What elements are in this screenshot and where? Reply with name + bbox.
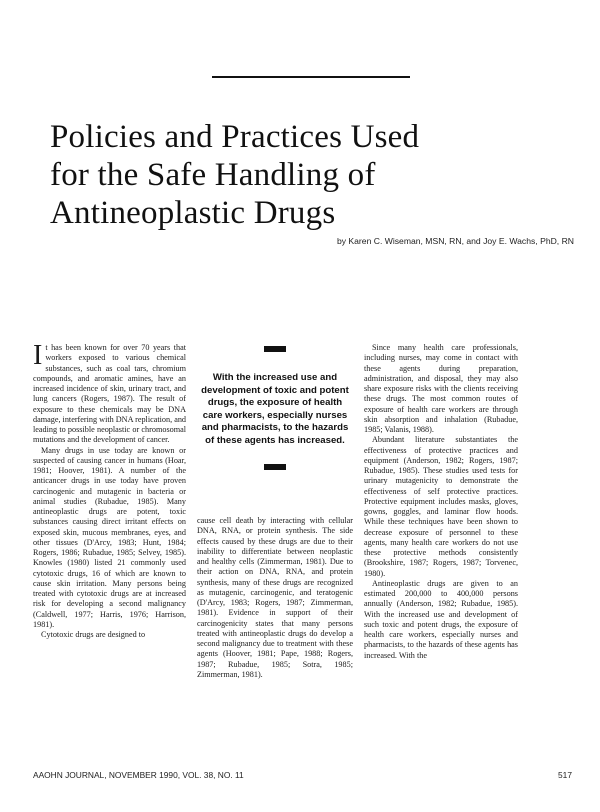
top-rule xyxy=(212,76,410,78)
drop-cap: I xyxy=(33,340,43,371)
column-2 xyxy=(197,516,353,680)
paragraph-text: t has been known for over 70 years that workers exposed to various chemical substances, such as coal tars, chromium compounds, and aromatic amines, have an increased incidence of skin, urinary tract, and lung cancers (Rogers, 1987). The result of exposure to these chemicals may be DNA damage, interfering with DNA replication, and leading to possible neoplastic or chromosomal mutations and the development of cancer. xyxy=(33,343,187,445)
paragraph: cause cell death by interacting with cellular DNA, RNA, or protein synthesis. The side effects caused by these drugs are due to their inability to differentiate between neoplastic and healthy cells (Zimmerman, 1981). Due to their action on DNA, RNA, and protein synthesis, many of these drugs are recognized as mutagenic, carcinogenic, and teratogenic (D'Arcy, 1983; Rogers, 1987; Zimmerman, 1981). Evidence in support of their carcinogenicity states that many persons treated with antineoplastic drugs do develop a second malignancy due to treatment with these agents (Hoover, 1981; Pape, 1988; Rogers, 1987; Rubadue, 1985; Sotra, 1985; Zimmerman, 1981). xyxy=(197,516,353,679)
pull-quote-top-bar xyxy=(264,346,286,352)
title-line-2: for the Safe Handling of xyxy=(50,157,376,193)
paragraph: Many drugs in use today are known or suspected of causing cancer in humans (Hoar, 1981; Hoover, 1981). A number of the anticancer drugs in use today have proven carcinogenic and mutagenic in bacteria or animal studies (Rubadue, 1985). Many antineoplastic drugs are potent, toxic substances causing direct irritant effects on exposed skin, mucous membranes, eyes, and other tissues (D'Arcy, 1983; Hunt, 1984; Rogers, 1986; Rubadue, 1985; Selvey, 1985). Knowles (1980) listed 21 commonly used cytotoxic drugs, 16 of which are known to cause skin irritation. Many persons being treated with cytotoxic drugs are at increased risk for developing a second malignancy (Caldwell, 1977; Harris, 1976; Harrison, 1981). xyxy=(33,445,186,629)
paragraph xyxy=(33,340,187,446)
column-3 xyxy=(364,343,518,661)
pull-quote-bottom-bar xyxy=(264,464,286,470)
paragraph: Cytotoxic drugs are designed to xyxy=(41,630,146,639)
article-title xyxy=(50,118,570,232)
paragraph: Antineoplastic drugs are given to an estimated 200,000 to 400,000 persons annually (Anderson, 1982; Rubadue, 1985). With the increased use and development of such toxic and potent drugs, the exposure of health care workers, especially nurses and pharmacists, to the hazards of these agents has increased. With the xyxy=(364,578,518,660)
title-line-3: Antineoplastic Drugs xyxy=(50,195,336,231)
paragraph: Since many health care professionals, including nurses, may come in contact with these agents during preparation, administration, and disposal, they may also share exposure risks with the clients receiving these drugs. The most common routes of exposure of health care workers are through skin absorption and inhalation (Rubadue, 1985; Valanis, 1988). xyxy=(364,343,518,434)
byline: by Karen C. Wiseman, MSN, RN, and Joy E. Wachs, PhD, RN xyxy=(336,236,574,246)
page-number: 517 xyxy=(558,770,572,780)
pull-quote-text: With the increased use and development of toxic and potent drugs, the exposure of health care workers, especially nurses and pharmacists, to the hazards of these agents has increased. xyxy=(201,372,349,446)
paragraph: Abundant literature substantiates the effectiveness of protective practices and equipment (Anderson, 1982; Rogers, 1987; Rubadue, 1985). These studies used tests for urinary mutagenicity to demonstrate the effectiveness of self protective practices. Protective equipment includes masks, gloves, gowns, goggles, and laminar flow hoods. While these techniques have been shown to decrease exposure of personnel to these agents, many health care workers do not use these protective methods consistently (Brookshire, 1987; Rogers, 1987; Torvenec, 1980). xyxy=(364,435,518,578)
pull-quote xyxy=(197,346,353,470)
title-line-1: Policies and Practices Used xyxy=(50,119,420,155)
journal-citation: AAOHN JOURNAL, NOVEMBER 1990, VOL. 38, NO. 11 xyxy=(33,770,244,780)
column-1 xyxy=(33,340,187,640)
